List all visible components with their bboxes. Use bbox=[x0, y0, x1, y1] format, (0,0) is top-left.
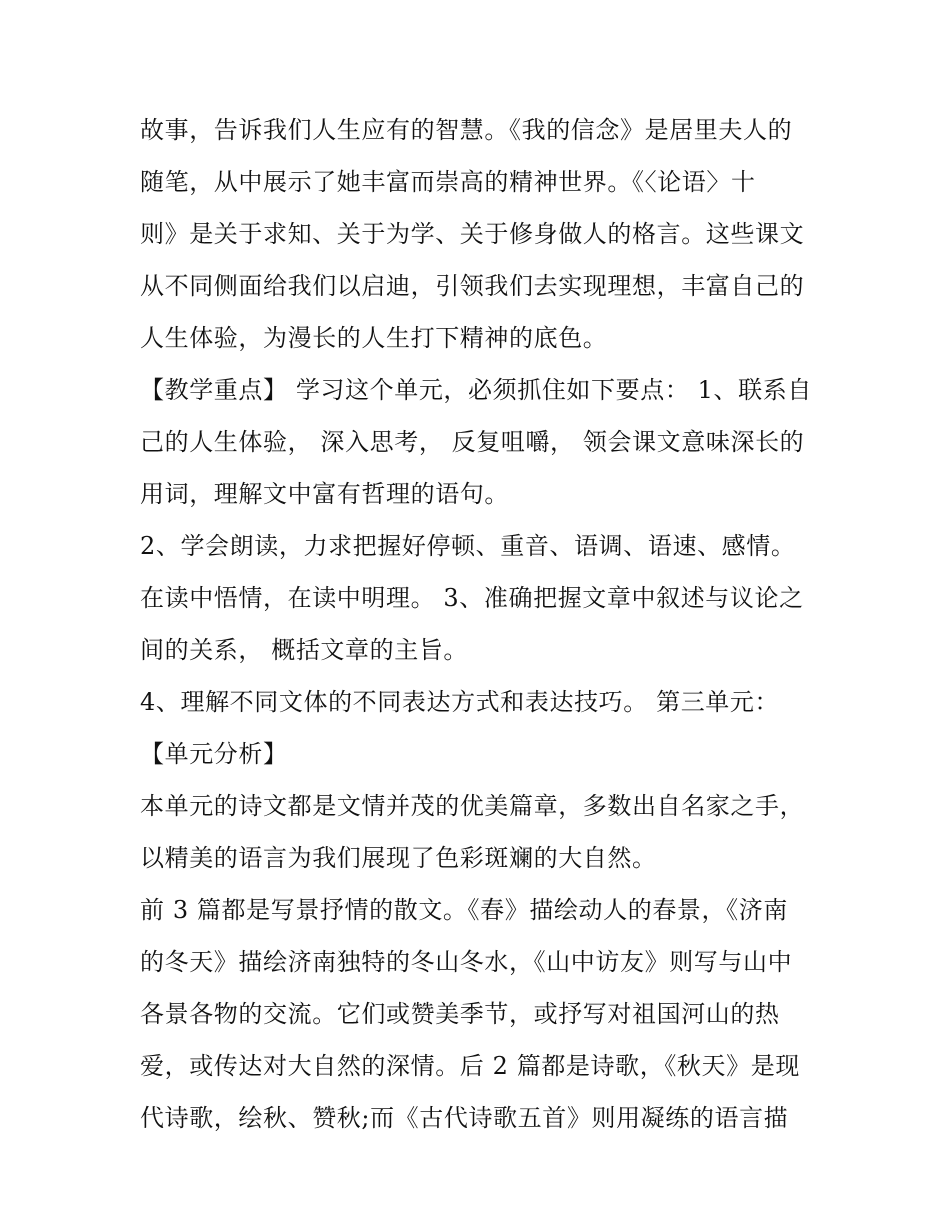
text-line-16: 前 3 篇都是写景抒情的散文。《春》描绘动人的春景，《济南 bbox=[140, 896, 788, 924]
text-line-6: 【教学重点】 学习这个单元，必须抓住如下要点： 1、联系自 bbox=[140, 376, 812, 404]
text-line-11: 间的关系， 概括文章的主旨。 bbox=[140, 636, 469, 664]
text-line-5: 人生体验，为漫长的人生打下精神的底色。 bbox=[140, 324, 608, 352]
text-line-15: 以精美的语言为我们展现了色彩斑斓的大自然。 bbox=[140, 844, 657, 872]
text-line-7: 己的人生体验， 深入思考， 反复咀嚼， 领会课文意味深长的 bbox=[140, 428, 805, 456]
text-line-8: 用词，理解文中富有哲理的语句。 bbox=[140, 480, 509, 508]
text-line-1: 故事，告诉我们人生应有的智慧。《我的信念》是居里夫人的 bbox=[140, 116, 793, 144]
section-heading: 【单元分析】 bbox=[140, 740, 288, 768]
document-body bbox=[140, 108, 820, 1148]
text-line-19: 爱，或传达对大自然的深情。后 2 篇都是诗歌，《秋天》是现 bbox=[140, 1052, 800, 1080]
text-line-9: 2、学会朗读，力求把握好停顿、重音、语调、语速、感情。 bbox=[140, 532, 796, 560]
text-line-18: 各景各物的交流。它们或赞美季节，或抒写对祖国河山的热 bbox=[140, 1000, 780, 1028]
text-line-12: 4、理解不同文体的不同表达方式和表达技巧。 第三单元： bbox=[140, 688, 780, 716]
text-line-2: 随笔，从中展示了她丰富而崇高的精神世界。《〈论语〉十 bbox=[140, 168, 756, 196]
text-line-3: 则》是关于求知、关于为学、关于修身做人的格言。这些课文 bbox=[140, 220, 805, 248]
text-line-10: 在读中悟情，在读中明理。 3、准确把握文章中叙述与议论之 bbox=[140, 584, 804, 612]
text-line-14: 本单元的诗文都是文情并茂的优美篇章，多数出自名家之手， bbox=[140, 792, 805, 820]
text-line-4: 从不同侧面给我们以启迪，引领我们去实现理想，丰富自己的 bbox=[140, 272, 805, 300]
text-line-17: 的冬天》描绘济南独特的冬山冬水，《山中访友》则写与山中 bbox=[140, 948, 793, 976]
text-line-20: 代诗歌，绘秋、赞秋;而《古代诗歌五首》则用凝练的语言描 bbox=[140, 1104, 789, 1132]
